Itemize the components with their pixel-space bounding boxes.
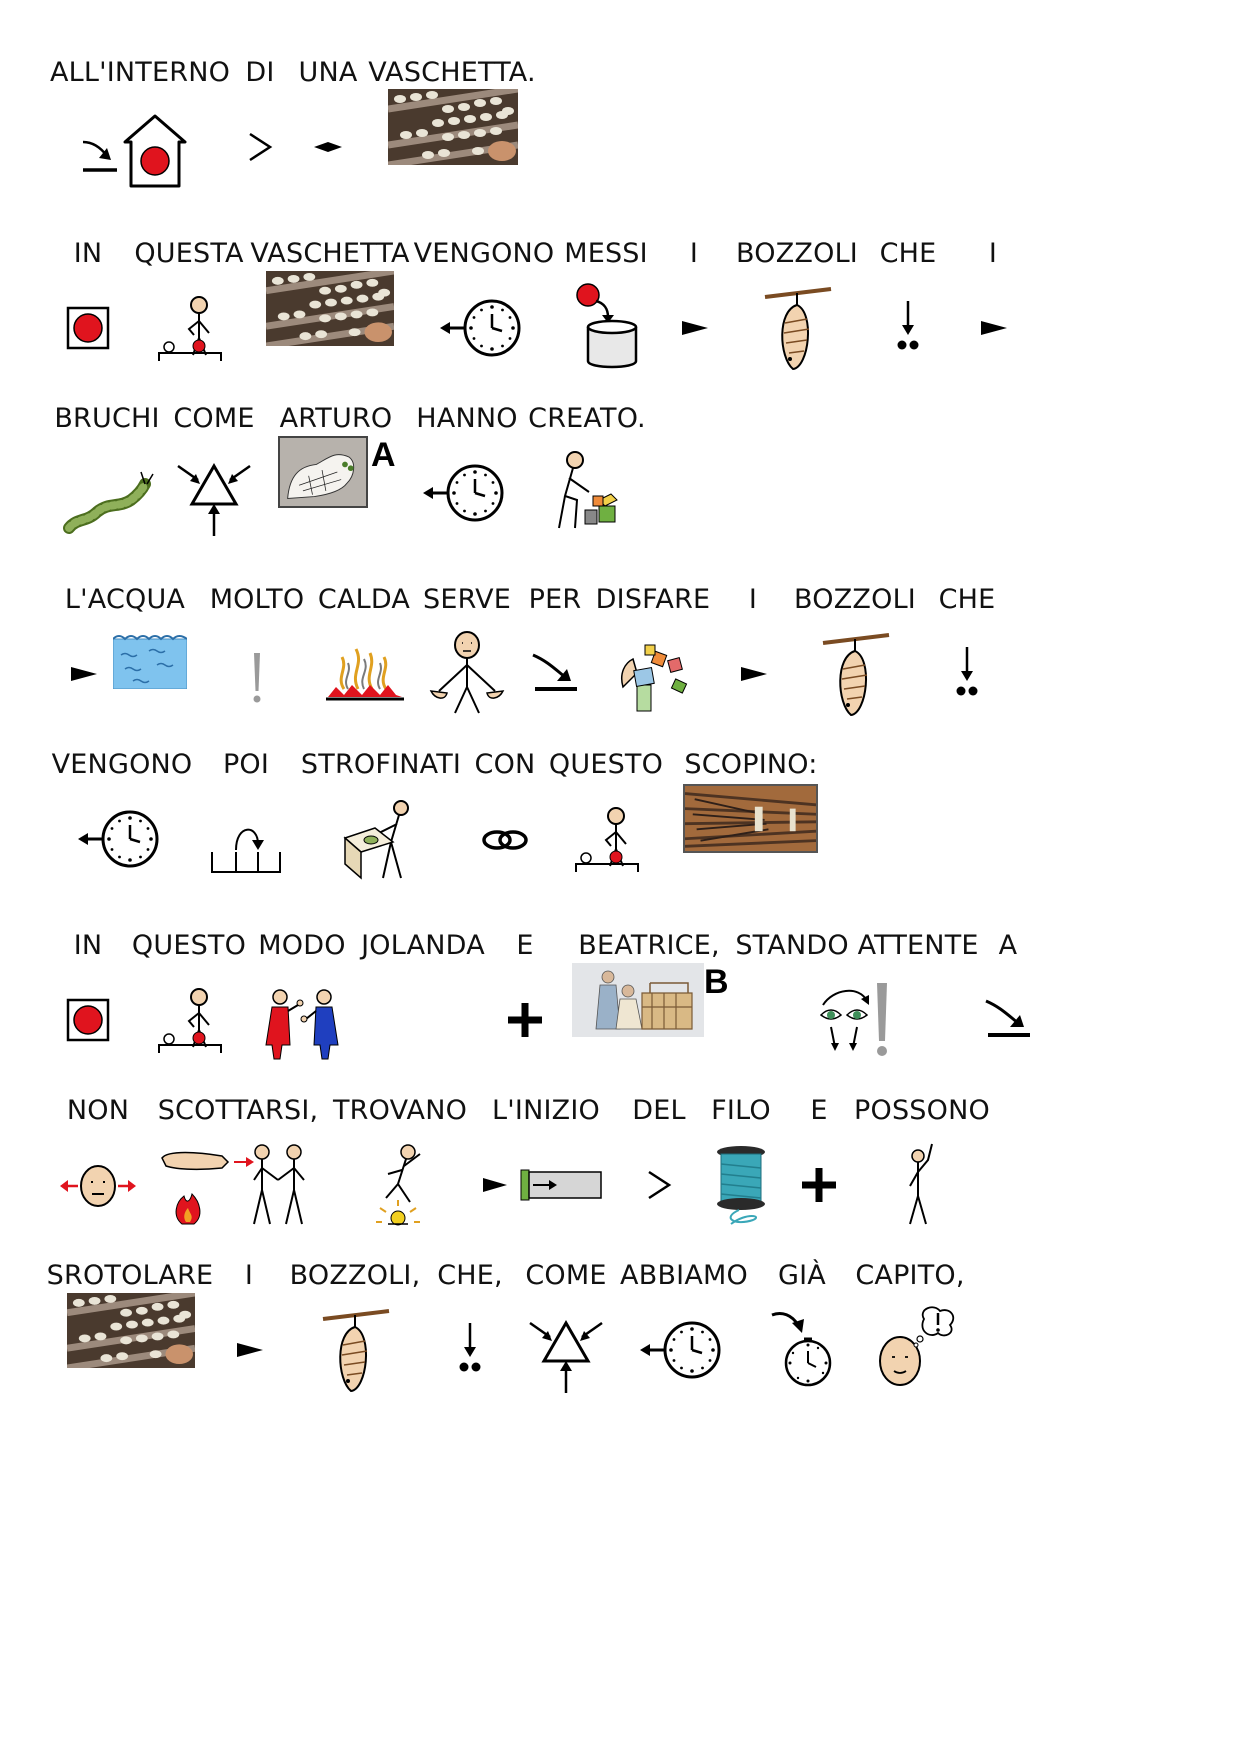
- that-icon: [917, 629, 1017, 719]
- cocoon-icon: [747, 283, 847, 373]
- past-clock-icon: [417, 448, 517, 538]
- sentence-row-6: [0, 929, 1241, 1079]
- word-label: VASCHETTA: [250, 238, 410, 269]
- article-triangle-icon: [943, 283, 1043, 373]
- word-label: TROVANO: [332, 1095, 468, 1126]
- word-label: POSSONO: [854, 1095, 990, 1126]
- start-arrow-icon: [481, 1140, 611, 1230]
- plus-icon: [769, 1140, 869, 1230]
- word-label: DI: [245, 57, 275, 88]
- find-person-icon: [350, 1140, 450, 1230]
- word-label: I: [748, 584, 758, 615]
- word-label: E: [516, 930, 534, 961]
- word-label: MESSI: [564, 238, 648, 269]
- with-rings-icon: [455, 794, 555, 884]
- like-triangle-icon: [516, 1305, 616, 1395]
- burn-hand-icon: [158, 1140, 318, 1230]
- create-person-icon: [537, 448, 637, 538]
- this-pointing-icon: [139, 975, 239, 1065]
- red-square-icon: [38, 283, 138, 373]
- word-label: BOZZOLI: [794, 584, 916, 615]
- word-label: CREATO.: [528, 403, 646, 434]
- word-label: QUESTO: [131, 930, 247, 961]
- photo-label-a: A: [371, 436, 396, 474]
- word-label: QUESTO: [548, 749, 664, 780]
- article-triangle-icon: [703, 629, 803, 719]
- word-label: VENGONO: [51, 749, 193, 780]
- sentence-row-8: [0, 1259, 1241, 1409]
- plus-icon: [475, 975, 575, 1065]
- word-label: ABBIAMO: [620, 1260, 748, 1291]
- word-label: HANNO: [416, 403, 518, 434]
- past-clock-icon: [634, 1305, 734, 1395]
- word-label: CALDA: [317, 584, 411, 615]
- photo-label-b: B: [704, 963, 729, 1001]
- word-label: VENGONO: [413, 238, 555, 269]
- silkworm-tray-photo: [67, 1293, 195, 1368]
- cocoon-icon: [305, 1305, 405, 1395]
- word-label: DEL: [632, 1095, 686, 1126]
- word-label: COME: [173, 403, 255, 434]
- word-label: L'ACQUA: [64, 584, 186, 615]
- put-in-icon: [556, 283, 656, 373]
- sentence-row-7: [0, 1094, 1241, 1244]
- word-label: SROTOLARE: [46, 1260, 214, 1291]
- word-label: SERVE: [422, 584, 512, 615]
- watch-out-icon: [807, 975, 907, 1065]
- word-label: POI: [222, 749, 270, 780]
- word-label: I: [689, 238, 699, 269]
- loom-photo: [572, 963, 704, 1037]
- water-icon: [113, 633, 187, 689]
- cocoon-icon: [805, 629, 905, 719]
- think-head-icon: [860, 1305, 960, 1395]
- broom-photo: [683, 784, 818, 853]
- fire-icon: [314, 629, 414, 719]
- word-label: A: [998, 930, 1018, 961]
- sentence-row-2: [0, 237, 1241, 387]
- sentence-row-1: [0, 56, 1241, 206]
- already-clock-icon: [752, 1305, 852, 1395]
- word-label: SCOTTARSI,: [157, 1095, 319, 1126]
- word-label: STROFINATI: [300, 749, 462, 780]
- word-label: CAPITO,: [855, 1260, 965, 1291]
- silkworm-tray-photo: [266, 271, 394, 346]
- like-triangle-icon: [164, 448, 264, 538]
- for-arrow-icon: [505, 629, 605, 719]
- this-pointing-icon: [139, 283, 239, 373]
- caterpillar-icon: [57, 448, 157, 538]
- exclamation-icon: [207, 629, 307, 719]
- arturo-photo: [278, 436, 368, 508]
- sentence-row-3: [0, 402, 1241, 552]
- rub-person-icon: [331, 794, 431, 884]
- that-icon: [420, 1305, 520, 1395]
- this-pointing-icon: [556, 794, 656, 884]
- word-label: STANDO ATTENTE: [735, 930, 979, 961]
- word-label: I: [988, 238, 998, 269]
- word-label: CHE,: [437, 1260, 503, 1291]
- word-label: QUESTA: [134, 238, 244, 269]
- word-label: BOZZOLI: [736, 238, 858, 269]
- article-triangle-icon: [199, 1305, 299, 1395]
- sentence-row-5: [0, 748, 1241, 898]
- word-label: COME: [525, 1260, 607, 1291]
- past-clock-icon: [72, 794, 172, 884]
- word-label: BRUCHI: [54, 403, 160, 434]
- not-head-icon: [48, 1140, 148, 1230]
- word-label: CHE: [879, 238, 937, 269]
- past-clock-icon: [434, 283, 534, 373]
- word-label: GIÀ: [778, 1260, 826, 1291]
- word-label: CHE: [938, 584, 996, 615]
- to-arrow-icon: [958, 975, 1058, 1065]
- into-arrow-house-icon: [75, 102, 205, 192]
- word-label: SCOPINO:: [684, 749, 818, 780]
- word-label: IN: [73, 930, 103, 961]
- word-label: NON: [66, 1095, 130, 1126]
- word-label: CON: [474, 749, 536, 780]
- sentence-row-4: [0, 583, 1241, 733]
- word-label: PER: [528, 584, 582, 615]
- word-label: BOZZOLI,: [289, 1260, 421, 1291]
- word-label: DISFARE: [595, 584, 711, 615]
- word-label: E: [810, 1095, 828, 1126]
- diamond-icon: [278, 102, 378, 192]
- word-label: BEATRICE,: [578, 930, 720, 961]
- way-people-icon: [252, 975, 352, 1065]
- word-label: FILO: [711, 1095, 771, 1126]
- word-label: L'INIZIO: [492, 1095, 600, 1126]
- word-label: IN: [73, 238, 103, 269]
- word-label: I: [244, 1260, 254, 1291]
- article-triangle-icon: [644, 283, 744, 373]
- undo-blocks-icon: [603, 629, 703, 719]
- word-label: ALL'INTERNO: [49, 57, 231, 88]
- word-label: MODO: [258, 930, 346, 961]
- word-label: MOLTO: [209, 584, 305, 615]
- word-label: VASCHETTA.: [368, 57, 536, 88]
- word-label: JOLANDA: [361, 930, 485, 961]
- can-person-icon: [872, 1140, 972, 1230]
- silkworm-tray-photo: [388, 89, 518, 165]
- word-label: UNA: [298, 57, 358, 88]
- serve-person-icon: [417, 629, 517, 719]
- then-arrow-icon: [196, 794, 296, 884]
- red-square-icon: [38, 975, 138, 1065]
- word-label: ARTURO: [279, 403, 393, 434]
- article-triangle-icon: [55, 629, 115, 719]
